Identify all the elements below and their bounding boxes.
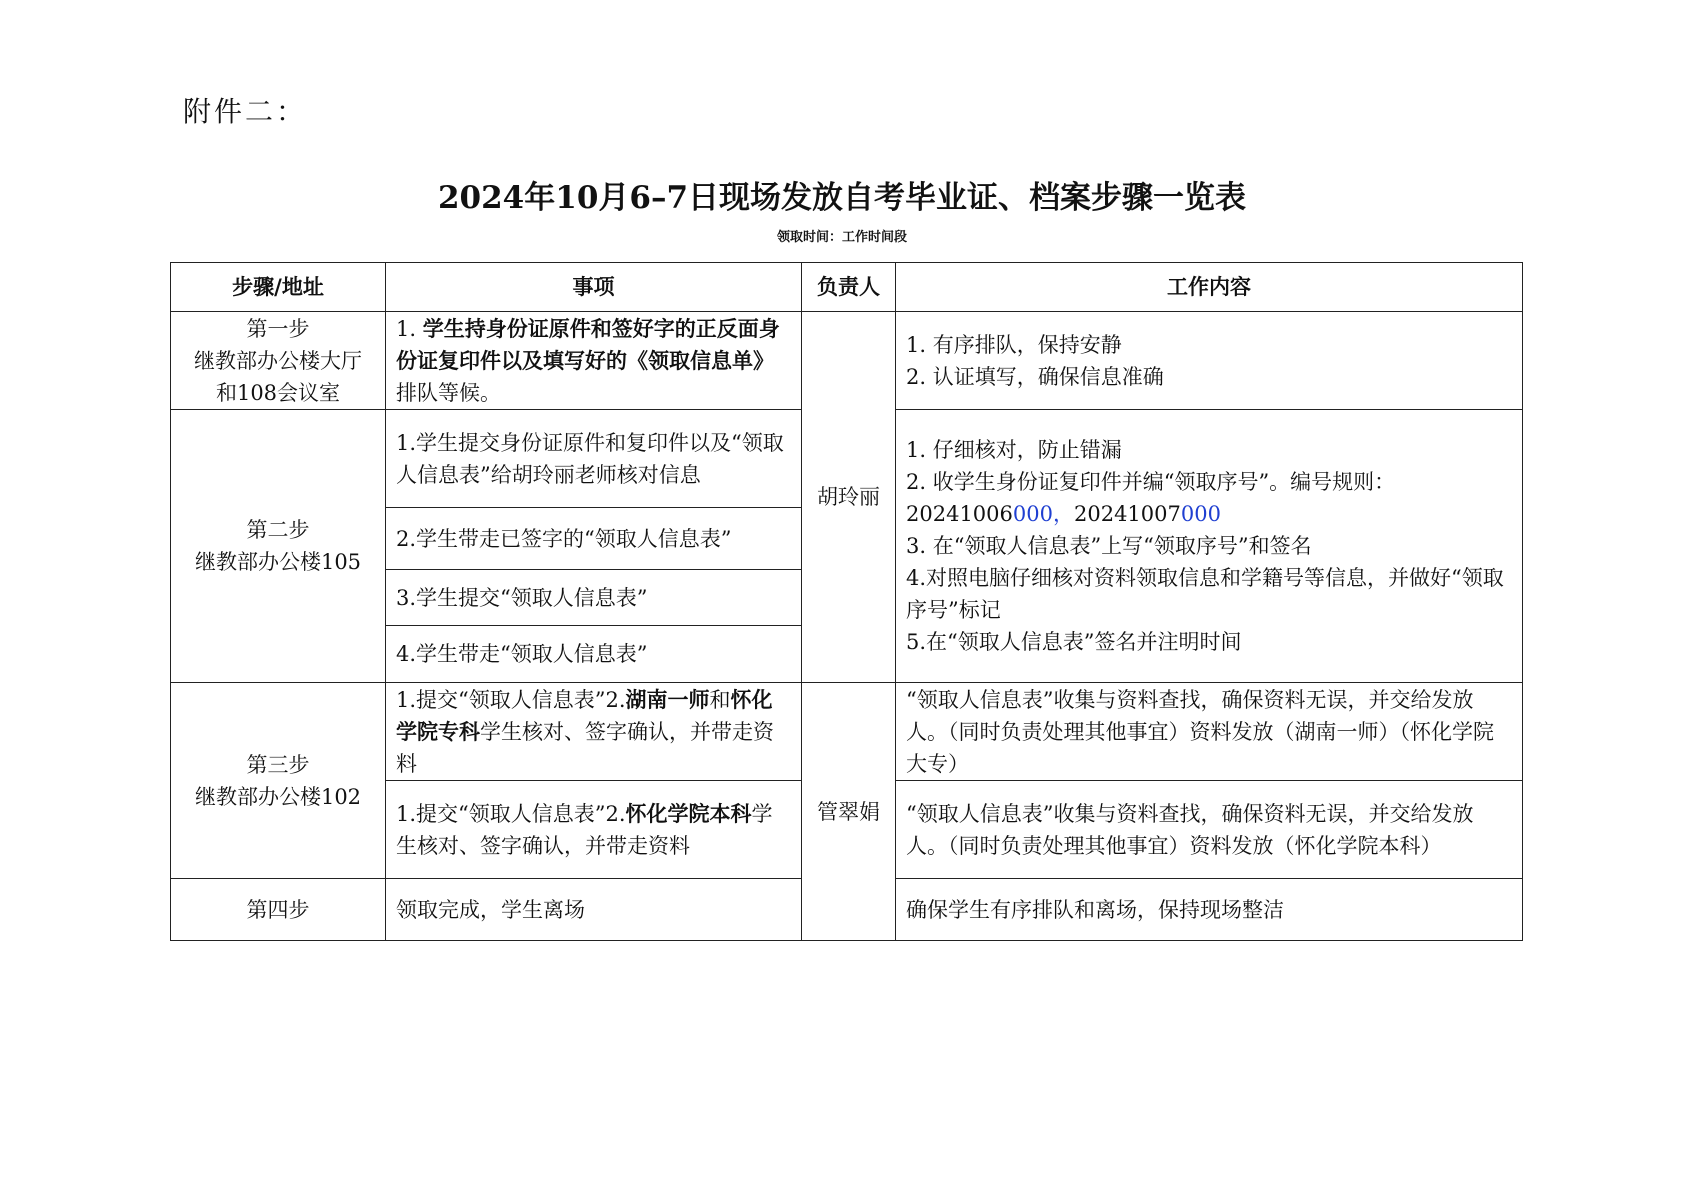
table-row [171,683,1523,781]
step1-item-prefix: 1. [396,316,423,341]
step3a-part-2: 和 [709,687,731,712]
step3b-part-1: 1.提交“领取人信息表”2. [396,801,626,826]
step3-name: 第三步 [246,752,310,777]
step3-item-a [386,683,802,781]
step3a-bold-1: 湖南一师 [625,686,710,712]
step1-cell [171,312,386,410]
code2-tail: 000 [1180,502,1221,526]
code1-base: 20241006 [906,502,1013,526]
page-title: 2024年10月6–7日现场发放自考毕业证、档案步骤一览表 [437,180,1247,216]
step1-item-suffix: 排队等候。 [396,380,501,405]
step1-work-line-1: 1. 有序排队，保持安静 [906,332,1122,357]
step2-name: 第二步 [246,518,310,542]
step2-item-1: 1.学生提交身份证原件和复印件以及“领取人信息表”给胡玲丽老师核对信息 [386,410,802,508]
step2-item-3: 3.学生提交“领取人信息表” [386,570,802,626]
step4-name: 第四步 [171,879,386,941]
subtitle: 领取时间：工作时间段 [776,230,907,245]
person-cell-2: 管翠娟 [802,683,896,941]
header-item: 事项 [386,263,802,312]
step2-work-line-1: 1. 仔细核对，防止错漏 [906,438,1122,462]
step2-work-line-5: 5.在“领取人信息表”签名并注明时间 [906,630,1242,654]
step1-work-line-2: 2. 认证填写，确保信息准确 [906,364,1164,389]
table-header-row [171,263,1523,312]
step2-work-codes [906,498,1512,530]
step2-item-2: 2.学生带走已签字的“领取人信息表” [386,508,802,570]
step3-item-b [386,781,802,879]
step3a-bold-2: 怀化学院专科 [396,686,773,744]
header-person: 负责人 [802,263,896,312]
step3b-bold-1: 怀化学院本科 [625,800,752,826]
step1-item [386,312,802,410]
step2-work-line-2: 2. 收学生身份证复印件并编“领取序号”。编号规则： [906,470,1396,494]
step2-work-line-4: 4.对照电脑仔细核对资料领取信息和学籍号等信息，并做好“领取序号”标记 [906,566,1504,622]
code-separator: ， [1052,502,1074,526]
code2-base: 20241007 [1073,502,1181,526]
step3a-part-3: 学生核对、签字确认，并带走资料 [396,719,774,776]
step3-work-a: “领取人信息表”收集与资料查找，确保资料无误，并交给发放人。（同时负责处理其他事宜）资料发放（湖南一师）（怀化学院大专） [896,683,1523,781]
step3b-part-2: 学生核对、签字确认，并带走资料 [396,801,773,858]
person-cell-1: 胡玲丽 [802,312,896,683]
step2-work-line-3: 3. 在“领取人信息表”上写“领取序号”和签名 [906,534,1312,558]
attachment-label: 附件二： [183,95,308,128]
step1-name: 第一步 [246,316,310,341]
steps-table [170,262,1523,941]
header-step: 步骤/地址 [171,263,386,312]
step4-item: 领取完成，学生离场 [386,879,802,941]
step1-location-1: 继教部办公楼大厅 [194,348,362,373]
code1-tail: 000 [1012,502,1053,526]
step4-work: 确保学生有序排队和离场，保持现场整洁 [896,879,1523,941]
header-work: 工作内容 [896,263,1523,312]
step1-location-2: 和108会议室 [215,380,341,405]
step2-location: 继教部办公楼105 [194,550,362,574]
step2-cell [171,410,386,683]
step1-item-bold: 学生持身份证原件和签好字的正反面身份证复印件以及填写好的《领取信息单》 [396,315,780,373]
step3-cell [171,683,386,879]
step2-item-4: 4.学生带走“领取人信息表” [386,626,802,683]
step3a-part-1: 1.提交“领取人信息表”2. [396,687,626,712]
step3-work-b: “领取人信息表”收集与资料查找，确保资料无误，并交给发放人。（同时负责处理其他事宜）资料发放（怀化学院本科） [896,781,1523,879]
step1-work [896,312,1523,410]
table-row [171,312,1523,410]
step3-location: 继教部办公楼102 [194,784,362,809]
step2-work [896,410,1523,683]
